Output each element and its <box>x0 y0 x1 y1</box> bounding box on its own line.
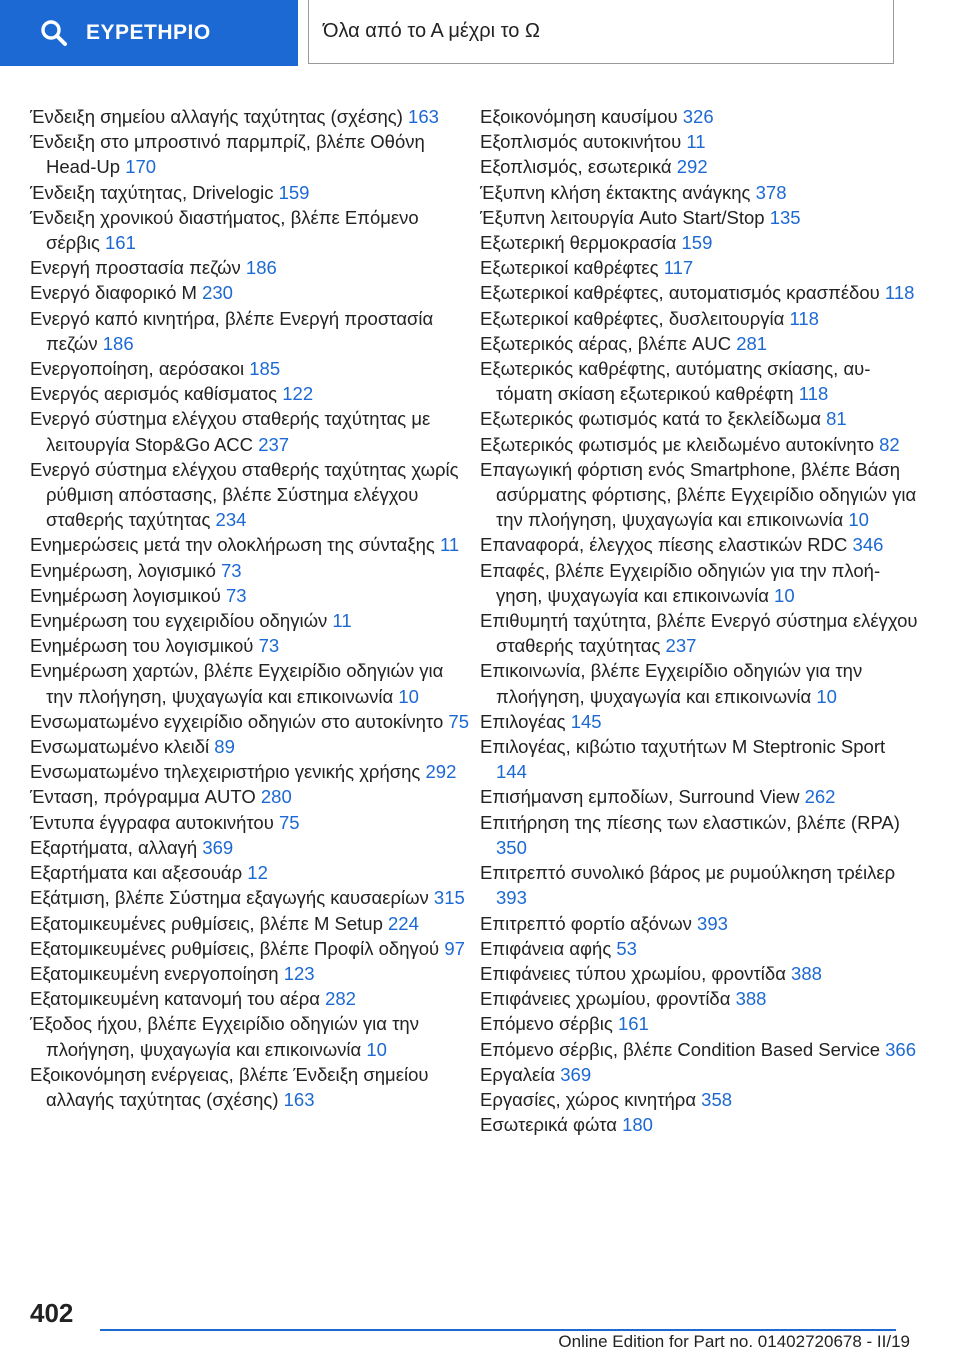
index-entry-text: Έξοδος ήχου, βλέπε Εγχειρίδιο οδηγιών για την πλοήγηση, ψυχαγωγία και επικοινωνία <box>30 1013 419 1060</box>
index-entry <box>30 709 470 734</box>
index-entry-page-link[interactable]: 10 <box>398 685 419 707</box>
index-entry <box>480 104 920 129</box>
index-entry-text: Ενσωματωμένο τηλεχειριστήριο γενικής χρήσης <box>30 761 421 783</box>
index-entry-page-link[interactable]: 144 <box>496 761 527 783</box>
index-entry-page-link[interactable]: 161 <box>617 1013 649 1035</box>
index-entry-page-link[interactable]: 350 <box>496 836 527 858</box>
index-entry <box>480 457 920 533</box>
index-entry <box>480 608 920 658</box>
index-entry-page-link[interactable]: 10 <box>366 1038 387 1060</box>
index-entry-page-link[interactable]: 369 <box>202 836 234 858</box>
index-entry-page-link[interactable]: 10 <box>848 509 869 531</box>
index-entry <box>480 406 920 431</box>
index-entry-text: Εξατομικευμένη ενεργοποίηση <box>30 962 279 984</box>
index-entry <box>30 104 470 129</box>
index-entry-page-link[interactable]: 118 <box>798 383 829 405</box>
index-entry-text: Εξοπλισμός αυτοκινήτου <box>480 131 682 153</box>
index-entry-text: Επιτρεπτό φορτίο αξόνων <box>480 912 692 934</box>
index-entry-text: Εξατομικευμένες ρυθμίσεις, βλέπε Προφίλ οδηγού <box>30 937 440 959</box>
index-entry-text: Εξοικονόμηση ενέργειας, βλέπε Ένδειξη σημείου αλλαγής ταχύτητας (σχέσης) <box>30 1063 429 1110</box>
index-entry-text: Εσωτερικά φώτα <box>480 1114 617 1136</box>
index-entry-page-link[interactable]: 159 <box>681 232 713 254</box>
index-entry-text: Εξοικονόμηση καυσίμου <box>480 106 678 127</box>
index-entry <box>30 356 470 381</box>
index-entry-page-link[interactable]: 135 <box>769 206 801 228</box>
index-entry-text: Έντυπα έγγραφα αυτοκινήτου <box>30 811 274 833</box>
index-entry-page-link[interactable]: 230 <box>202 282 233 304</box>
index-tab-label: ΕΥΡΕΤΗΡΙΟ <box>86 21 211 44</box>
index-entry-text: Ενεργό καπό κινητήρα, βλέπε Ενεργή προστασία πεζών <box>30 307 434 354</box>
index-entry-page-link[interactable]: 11 <box>332 610 352 632</box>
index-entry-page-link[interactable]: 161 <box>105 232 136 254</box>
index-entry-text: Ενεργή προστασία πεζών <box>30 257 241 279</box>
index-entry <box>30 129 470 179</box>
index-entry <box>480 558 920 608</box>
index-entry-text: Εξωτερικοί καθρέφτες <box>480 257 659 279</box>
index-entry <box>30 936 470 961</box>
index-entry-page-link[interactable]: 280 <box>260 786 292 808</box>
index-entry-page-link[interactable]: 89 <box>214 736 235 758</box>
index-entry-page-link[interactable]: 292 <box>676 156 708 178</box>
index-entry-text: Εξοπλισμός, εσωτερικά <box>480 156 672 178</box>
index-entry <box>30 608 470 633</box>
index-entry-text: Ένδειξη στο μπροστινό παρμπρίζ, βλέπε Οθόνη Head-Up <box>30 131 425 178</box>
index-entry <box>480 1112 920 1137</box>
index-entry-text: Εξατομικευμένη κατανομή του αέρα <box>30 988 320 1010</box>
index-entry <box>30 180 470 205</box>
index-entry-text: Εργασίες, χώρος κινητήρα <box>480 1088 697 1110</box>
index-entry-text: Επιλογέας, κιβώτιο ταχυτήτων M Steptronic Sport <box>480 736 886 758</box>
index-entry-text: Έξυπνη λειτουργία Auto Start/Stop <box>480 206 765 228</box>
index-entry <box>30 961 470 986</box>
index-entry-page-link[interactable]: 282 <box>325 988 356 1010</box>
index-entry-page-link[interactable]: 180 <box>622 1114 653 1136</box>
index-entry <box>30 860 470 885</box>
header-bar <box>0 0 960 66</box>
index-entry-text: Εξωτερικοί καθρέφτες, αυτοματισμός κρασπέδου <box>480 282 880 304</box>
index-entry-page-link[interactable]: 186 <box>102 332 134 354</box>
index-entry-text: Ενεργό σύστημα ελέγχου σταθερής ταχύτητας χωρίς ρύθμιση απόστασης, βλέπε Σύστημα ελέγχου σταθερής ταχύτητας <box>30 458 459 531</box>
index-entry <box>480 860 920 910</box>
index-entry-page-link[interactable]: 281 <box>736 332 768 354</box>
index-entry <box>30 205 470 255</box>
index-entry-page-link[interactable]: 292 <box>425 761 457 783</box>
index-entry <box>30 784 470 809</box>
index-entry-text: Ένδειξη ταχύτητας, Drivelogic <box>30 181 274 203</box>
index-entry <box>30 1062 470 1112</box>
index-entry <box>480 1011 920 1036</box>
index-entry-text: Εξωτερικός φωτισμός με κλειδωμένο αυτοκίνητο <box>480 433 874 455</box>
index-entry-page-link[interactable]: 346 <box>852 534 884 556</box>
index-entry-text: Επαγωγική φόρτιση ενός Smartphone, βλέπε Βάση ασύρματης φόρτισης, βλέπε Εγχειρίδιο οδηγιών για την πλοήγηση, ψυχαγωγία και επικοινωνία <box>480 458 917 531</box>
index-entry <box>30 280 470 305</box>
index-entry-page-link[interactable]: 73 <box>221 559 242 581</box>
index-entry <box>30 457 470 533</box>
index-column-left <box>30 104 470 1112</box>
footer-edition-text: Online Edition for Part no. 01402720678 - II/19 <box>558 1332 910 1351</box>
index-entry <box>30 381 470 406</box>
index-entry <box>480 961 920 986</box>
index-entry-text: Ενημέρωση του λογισμικού <box>30 635 254 657</box>
index-entry-text: Έξυπνη κλήση έκτακτης ανάγκης <box>480 181 751 203</box>
index-entry <box>30 810 470 835</box>
index-entry <box>30 911 470 936</box>
index-entry <box>480 658 920 708</box>
index-entry-page-link[interactable]: 170 <box>125 156 157 178</box>
index-entry <box>480 784 920 809</box>
index-entry-page-link[interactable]: 388 <box>735 988 767 1010</box>
index-entry <box>480 280 920 305</box>
index-entry-text: Εξατομικευμένες ρυθμίσεις, βλέπε M Setup <box>30 912 383 934</box>
page-number: 402 <box>30 1298 74 1328</box>
index-entry-text: Επαφές, βλέπε Εγχειρίδιο οδηγιών για την πλοήγηση, ψυχαγωγία και επικοινωνία <box>480 559 881 606</box>
index-entry-text: Εξωτερικός φωτισμός κατά το ξεκλείδωμα <box>480 408 821 430</box>
index-entry-text: Επιθυμητή ταχύτητα, βλέπε Ενεργό σύστημα ελέγχου σταθερής ταχύτητας <box>480 610 918 657</box>
index-entry <box>480 1087 920 1112</box>
index-entry-text: Ενεργοποίηση, αερόσακοι <box>30 358 245 380</box>
index-entry <box>480 205 920 230</box>
index-entry-page-link[interactable]: 326 <box>682 106 714 127</box>
index-entry-page-link[interactable]: 10 <box>816 685 837 707</box>
index-entry-text: Ενημέρωση χαρτών, βλέπε Εγχειρίδιο οδηγιών για την πλοήγηση, ψυχαγωγία και επικοινωνία <box>30 660 444 707</box>
index-entry-text: Ενεργό σύστημα ελέγχου σταθερής ταχύτητας με λειτουργία Stop&Go ACC <box>30 408 431 455</box>
index-entry-text: Ενσωματωμένο εγχειρίδιο οδηγιών στο αυτοκίνητο <box>30 710 444 732</box>
index-entry-page-link[interactable]: 53 <box>616 937 637 959</box>
index-entry-page-link[interactable]: 163 <box>408 106 439 127</box>
index-entry <box>30 1011 470 1061</box>
index-entry-text: Ενημέρωση λογισμικού <box>30 584 221 606</box>
index-entry-text: Εξαρτήματα, αλλαγή <box>30 836 198 858</box>
index-entry-text: Ενεργός αερισμός καθίσματος <box>30 383 278 405</box>
index-entry-page-link[interactable]: 82 <box>879 433 900 455</box>
index-entry <box>480 356 920 406</box>
index-entry-page-link[interactable]: 118 <box>884 282 915 304</box>
index-entry-text: Ένδειξη χρονικού διαστήματος, βλέπε Επόμενο σέρβις <box>30 206 419 254</box>
index-entry <box>480 230 920 255</box>
index-entry-page-link[interactable]: 315 <box>433 887 465 909</box>
index-entry <box>30 306 470 356</box>
index-entry-text: Επισήμανση εμποδίων, Surround View <box>480 786 800 808</box>
index-entry-text: Επιτήρηση της πίεσης των ελαστικών, βλέπε (RPA) <box>480 811 900 833</box>
index-entry <box>480 129 920 154</box>
index-entry-text: Εξάτμιση, βλέπε Σύστημα εξαγωγής καυσαερίων <box>30 887 429 909</box>
index-entry-page-link[interactable]: 237 <box>258 433 290 455</box>
index-entry <box>30 759 470 784</box>
index-entry-text: Ένδειξη σημείου αλλαγής ταχύτητας (σχέσης) <box>30 106 403 127</box>
index-entry <box>480 532 920 557</box>
index-entry-text: Εξωτερική θερμοκρασία <box>480 232 677 254</box>
index-entry-page-link[interactable]: 163 <box>283 1088 315 1110</box>
index-entry-page-link[interactable]: 262 <box>804 786 836 808</box>
index-entry <box>30 734 470 759</box>
index-entry <box>30 986 470 1011</box>
index-entry-text: Ενημέρωση του εγχειριδίου οδηγιών <box>30 610 328 632</box>
index-entry-page-link[interactable]: 75 <box>448 710 469 732</box>
index-entry-page-link[interactable]: 73 <box>258 635 280 657</box>
index-entry-page-link[interactable]: 185 <box>249 358 281 380</box>
index-entry-page-link[interactable]: 11 <box>686 131 706 153</box>
index-entry <box>480 154 920 179</box>
search-icon <box>40 19 68 47</box>
index-entry <box>480 306 920 331</box>
index-entry-text: Ενημερώσεις μετά την ολοκλήρωση της σύνταξης <box>30 534 435 556</box>
index-entry-page-link[interactable]: 393 <box>496 887 527 909</box>
footer-divider <box>100 1329 896 1331</box>
index-entry-text: Εξωτερικός αέρας, βλέπε AUC <box>480 332 732 354</box>
index-entry <box>480 911 920 936</box>
index-entry-page-link[interactable]: 10 <box>774 584 795 606</box>
index-entry <box>30 558 470 583</box>
index-entry-text: Επόμενο σέρβις <box>480 1013 613 1035</box>
index-entry-text: Επιφάνεια αφής <box>480 937 612 959</box>
index-entry <box>480 1037 920 1062</box>
index-entry <box>30 885 470 910</box>
index-entry-page-link[interactable]: 73 <box>225 584 247 606</box>
index-entry-page-link[interactable]: 224 <box>388 912 419 934</box>
index-entry <box>480 986 920 1011</box>
index-entry-text: Επικοινωνία, βλέπε Εγχειρίδιο οδηγιών για την πλοήγηση, ψυχαγωγία και επικοινωνία <box>480 660 863 707</box>
index-entry-page-link[interactable]: 81 <box>826 408 847 430</box>
index-entry-page-link[interactable]: 186 <box>245 257 277 279</box>
index-entry-text: Εξωτερικός καθρέφτης, αυτόματης σκίασης, αυτόματη σκίαση εξωτερικού καθρέφτη <box>480 358 871 405</box>
all-a-to-z-tab[interactable] <box>308 0 894 64</box>
index-entry-text: Ενεργό διαφορικό M <box>30 282 197 304</box>
index-entry-page-link[interactable]: 159 <box>278 181 310 203</box>
index-entry-page-link[interactable]: 393 <box>697 912 728 934</box>
index-entry-page-link[interactable]: 97 <box>444 937 465 959</box>
index-entry <box>30 532 470 557</box>
index-entry-page-link[interactable]: 234 <box>215 509 247 531</box>
index-entry-text: Επιλογέας <box>480 710 566 732</box>
index-entry-page-link[interactable]: 388 <box>791 962 822 984</box>
index-entry-page-link[interactable]: 118 <box>789 307 819 329</box>
index-entry <box>30 633 470 658</box>
index-entry-text: Ενημέρωση, λογισμικό <box>30 559 216 581</box>
index-entry <box>30 658 470 708</box>
index-entry <box>480 331 920 356</box>
index-entry <box>480 709 920 734</box>
index-entry <box>480 936 920 961</box>
index-entry <box>480 1062 920 1087</box>
index-entry-page-link[interactable]: 366 <box>885 1038 917 1060</box>
index-entry <box>480 432 920 457</box>
index-entry <box>480 810 920 860</box>
index-entry-text: Εργαλεία <box>480 1063 556 1085</box>
index-entry-text: Επόμενο σέρβις, βλέπε Condition Based Service <box>480 1038 880 1060</box>
index-entry-page-link[interactable]: 237 <box>665 635 697 657</box>
index-entry-text: Επαναφορά, έλεγχος πίεσης ελαστικών RDC <box>480 534 848 556</box>
index-entry-page-link[interactable]: 145 <box>570 710 602 732</box>
index-entry-text: Επιφάνειες τύπου χρωμίου, φροντίδα <box>480 962 786 984</box>
index-entry <box>30 255 470 280</box>
index-entry-text: Εξαρτήματα και αξεσουάρ <box>30 862 243 884</box>
index-tab[interactable] <box>0 0 298 66</box>
index-entry-page-link[interactable]: 75 <box>278 811 300 833</box>
index-entry-page-link[interactable]: 358 <box>701 1088 733 1110</box>
index-entry <box>480 255 920 280</box>
index-entry-text: Εξωτερικοί καθρέφτες, δυσλειτουργία <box>480 307 785 329</box>
index-entry-page-link[interactable]: 122 <box>282 383 314 405</box>
index-entry-page-link[interactable]: 369 <box>560 1063 592 1085</box>
index-entry-page-link[interactable]: 117 <box>663 257 694 279</box>
index-entry-text: Επιφάνειες χρωμίου, φροντίδα <box>480 988 731 1010</box>
index-entry-page-link[interactable]: 12 <box>247 862 268 884</box>
index-entry <box>30 406 470 456</box>
index-column-right <box>480 104 920 1137</box>
index-entry-text: Ενσωματωμένο κλειδί <box>30 736 210 758</box>
index-entry <box>480 180 920 205</box>
index-entry <box>30 835 470 860</box>
index-entry-text: Επιτρεπτό συνολικό βάρος με ρυμούλκηση τρέιλερ <box>480 862 896 884</box>
index-entry-text: Ένταση, πρόγραμμα AUTO <box>30 786 256 808</box>
index-entry-page-link[interactable]: 123 <box>283 962 315 984</box>
index-entry-page-link[interactable]: 11 <box>439 534 460 556</box>
all-a-to-z-label: Όλα από το Α μέχρι το Ω <box>323 20 540 42</box>
index-entry <box>480 734 920 784</box>
index-entry <box>30 583 470 608</box>
index-entry-page-link[interactable]: 378 <box>755 181 787 203</box>
